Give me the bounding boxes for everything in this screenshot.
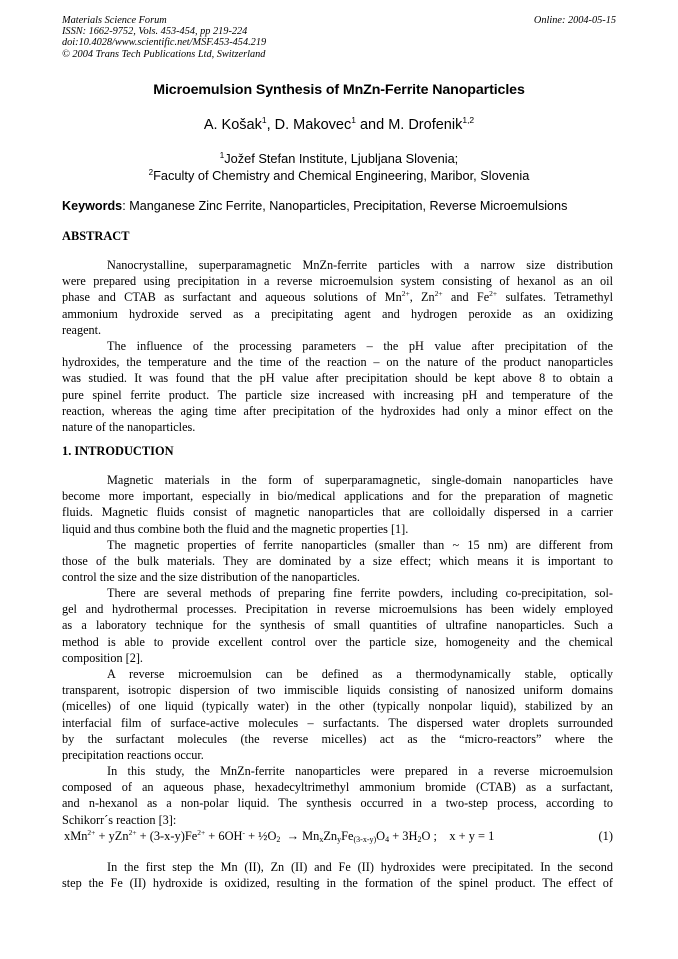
text-line: by the surfactant molecules (the reverse micelles) act as the “micro-reactors” where the <box>62 731 613 746</box>
author-separator: , <box>266 117 275 133</box>
ion-charge: 2+ <box>434 289 443 299</box>
eq-sup: - <box>242 828 245 837</box>
affiliation-text: Jožef Stefan Institute, Ljubljana Slovenia; <box>224 151 459 166</box>
text-line: A reverse microemulsion can be defined as a thermodynamically stable, optically <box>107 667 613 681</box>
eq-sup: 2+ <box>197 828 206 837</box>
text-line: transparent, isotropic dispersion of two immiscible liquids consisting of nanosized uniform domains <box>62 683 613 698</box>
eq-text: Zn <box>323 829 338 843</box>
text-line: fluids. Magnetic fluids consist of magnetic nanoparticles that are colloidally dispersed in a carrier <box>62 505 613 520</box>
text-line: was studied. It was found that the pH value after precipitation should be kept above 8 to obtain a <box>62 371 613 386</box>
eq-text: + ½O <box>244 829 277 843</box>
text-line: In this study, the MnZn-ferrite nanoparticles were prepared in a reverse microemulsion <box>107 764 613 778</box>
text-line: composed of an aqueous phase, hexadecyltrimethyl ammonium bromide (CTAB) as a surfactant, <box>62 780 613 795</box>
journal-name: Materials Science Forum <box>62 15 167 26</box>
text-line: reagent. <box>62 322 102 337</box>
text-line: were prepared using precipitation in a reverse microemulsion system consisting of hexanol as an oil <box>62 274 613 289</box>
text-line: Schikorr´s reaction [3]: <box>62 812 177 827</box>
keywords-label: Keywords <box>62 199 123 213</box>
author-affil-mark: 1 <box>261 115 267 125</box>
online-date: Online: 2004-05-15 <box>533 15 616 26</box>
text-line <box>62 289 613 305</box>
author-name: M. Drofenik <box>388 117 463 133</box>
eq-text: xMn <box>64 829 88 843</box>
text-line: as a laboratory technique for the synthesis of small quantities of ultrafine nanoparticles. Such a <box>62 618 613 633</box>
paper-title: Microemulsion Synthesis of MnZn-Ferrite Nanoparticles <box>153 82 525 98</box>
affiliation-mark: 1 <box>219 151 225 160</box>
text-line: ammonium hydroxide served as a precipitating agent and hydrogen peroxide as an oxidizing <box>62 306 613 321</box>
eq-text: O ; x + y = 1 <box>421 829 495 843</box>
eq-sub: 2 <box>276 835 281 844</box>
doi-line: doi:10.4028/www.scientific.net/MSF.453-454.219 <box>62 37 267 49</box>
eq-text: + 6OH <box>205 829 243 843</box>
issn-line: ISSN: 1662-9752, Vols. 453-454, pp 219-224 <box>62 26 248 38</box>
intro-paragraph-3 <box>62 585 613 666</box>
eq-sub: y <box>337 835 342 844</box>
eq-text: + yZn <box>95 829 129 843</box>
abstract-paragraph-2 <box>62 338 613 435</box>
intro-paragraph-6 <box>62 859 613 891</box>
text-line: (micelles) of one liquid (typically water) in the other (typically nonpolar liquid), stabilized by an <box>62 699 613 714</box>
ion-charge: 2+ <box>401 289 410 299</box>
abstract-paragraph-1 <box>62 257 613 338</box>
text-line: The influence of the processing parameters – the pH value after precipitation of the <box>107 339 613 353</box>
author-name: D. Makovec <box>274 117 352 133</box>
affiliation <box>0 150 678 167</box>
author-name: A. Košak <box>203 117 262 133</box>
eq-text: + (3-x-y)Fe <box>136 829 198 843</box>
text-line: interfacial film of surface-active molecules – surfactants. The dispersed water droplets surrounded <box>62 715 613 730</box>
text-span: and Fe <box>442 290 490 305</box>
introduction-heading: 1. INTRODUCTION <box>62 444 174 458</box>
author-separator: and <box>355 117 389 133</box>
text-line: Nanocrystalline, superparamagnetic MnZn-ferrite particles with a narrow size distribution <box>107 258 613 272</box>
eq-text: + 3H <box>389 829 418 843</box>
text-line: liquid and thus combine both the fluid and the magnetic properties [1]. <box>62 521 409 536</box>
affiliation <box>0 167 678 184</box>
eq-text: → Mn <box>280 829 320 843</box>
text-line: hydroxides, the temperature and the time of the reaction – on the nature of the product nanoparticles <box>62 355 613 370</box>
journal-header <box>62 15 266 60</box>
text-line: method is able to provide excellent control over the particle size, homogeneity and the chemical <box>62 634 613 649</box>
text-line: composition [2]. <box>62 650 143 665</box>
eq-sub: x <box>319 835 324 844</box>
keywords <box>62 199 622 213</box>
intro-paragraph-4 <box>62 666 613 763</box>
eq-text: Fe <box>341 829 354 843</box>
text-line: Magnetic materials in the form of superparamagnetic, single-domain nanoparticles have <box>107 473 613 487</box>
author-affil-mark: 1 <box>351 115 356 125</box>
intro-paragraph-2 <box>62 537 613 586</box>
affiliation-mark: 2 <box>148 168 154 177</box>
keywords-text: : Manganese Zinc Ferrite, Nanoparticles, Precipitation, Reverse Microemulsions <box>122 199 568 213</box>
intro-paragraph-5 <box>62 763 613 828</box>
ion-charge: 2+ <box>489 289 498 299</box>
author-affil-mark: 1,2 <box>462 115 475 125</box>
text-line: and n-hexanol as a non-polar liquid. The synthesis occurred in a two-step process, according to <box>62 796 613 811</box>
affiliations <box>0 150 678 184</box>
text-span: sulfates. Tetramethyl <box>497 290 614 305</box>
copyright-line: © 2004 Trans Tech Publications Ltd, Switzerland <box>62 48 266 60</box>
eq-text: O <box>376 829 386 843</box>
affiliation-text: Faculty of Chemistry and Chemical Engineering, Maribor, Slovenia <box>153 168 530 183</box>
text-line: gel and hydrothermal processes. Precipitation in reverse microemulsions has been widely employed <box>62 602 613 617</box>
text-span: phase and CTAB as surfactant and aqueous solutions of Mn <box>62 290 402 305</box>
eq-sup: 2+ <box>87 828 96 837</box>
text-line: In the first step the Mn (II), Zn (II) and Fe (II) hydroxides were precipitated. In the second <box>107 860 613 874</box>
text-line: control the size and the size distribution of the nanoparticles. <box>62 570 360 585</box>
text-line: step the Fe (II) hydroxide is oxidized, resulting in the formation of the spinel product. The effect of <box>62 876 613 891</box>
abstract-heading: ABSTRACT <box>62 229 130 243</box>
eq-sup: 2+ <box>128 828 137 837</box>
text-span: , Zn <box>409 290 435 305</box>
text-line: The magnetic properties of ferrite nanoparticles (smaller than ~ 15 nm) are different from <box>107 538 613 552</box>
text-line: those of the bulk materials. They are dominated by a size effect; which means it is important to <box>62 554 613 569</box>
text-line: precipitation reactions occur. <box>62 747 204 762</box>
text-line: nature of the nanoparticles. <box>62 419 196 434</box>
text-line: become more important, especially in bio/medical applications and for the preparation of magnetic <box>62 489 613 504</box>
equation-1 <box>64 829 615 844</box>
eq-sub: 4 <box>385 835 390 844</box>
text-line: pure spinel ferrite product. The particle size increased with increasing pH and temperature of the <box>62 387 613 402</box>
equation-number: (1) <box>598 829 613 843</box>
text-line: There are several methods of preparing fine ferrite powders, including co-precipitation, sol- <box>107 586 613 600</box>
eq-sub: 2 <box>417 835 422 844</box>
eq-sub: (3-x-y) <box>353 835 377 844</box>
author-list <box>0 117 678 133</box>
intro-paragraph-1 <box>62 472 613 537</box>
text-line: reaction, whereas the aging time after precipitation of the hydroxides had only a minor effect on the <box>62 403 613 418</box>
